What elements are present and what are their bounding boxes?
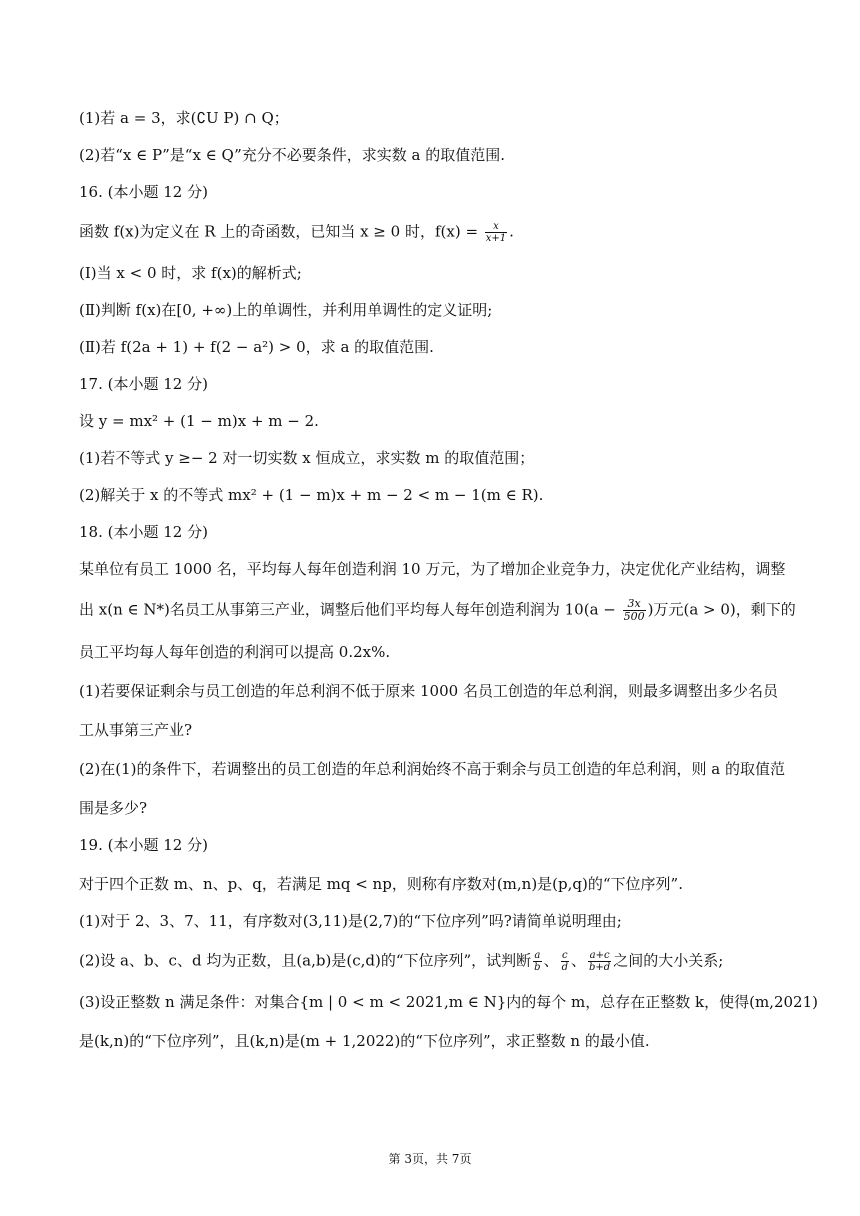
q16-frac-num: x (485, 221, 507, 233)
q17-part2: (2)解关于 x 的不等式 mx² + (1 − m)x + m − 2 < m − 1(m ∈ R). (79, 486, 544, 504)
q17-heading: 17. (本小题 12 分) (79, 375, 208, 393)
q19-part3-line1: (3)设正整数 n 满足条件：对集合{m | 0 < m < 2021,m ∈ N}内的每个 m，总存在正整数 k，使得(m,2021) (79, 993, 818, 1011)
document-body (79, 108, 818, 1051)
q16-part1: (Ⅰ)当 x < 0 时，求 f(x)的解析式; (79, 264, 302, 282)
q18-stem-line3: 员工平均每人每年创造的利润可以提高 0.2x%. (79, 643, 391, 661)
q19-part3-line2: 是(k,n)的“下位序列”，且(k,n)是(m + 1,2022)的“下位序列”，求正整数 n 的最小值. (79, 1032, 650, 1050)
q18-stem-line2-text: 出 x(n ∈ N*)名员工从事第三产业，调整后他们平均每人每年创造利润为 10(a − (79, 600, 621, 619)
q18-part1-line1: (1)若要保证剩余与员工创造的年总利润不低于原来 1000 名员工创造的年总利润，则最多调整出多少名员 (79, 682, 778, 700)
q17-part1: (1)若不等式 y ≥− 2 对一切实数 x 恒成立，求实数 m 的取值范围； (79, 449, 535, 467)
q17-stem: 设 y = mx² + (1 − m)x + m − 2. (79, 412, 319, 430)
q16-part2: (Ⅱ)判断 f(x)在[0, +∞)上的单调性，并利用单调性的定义证明; (79, 301, 493, 319)
q16-stem (79, 221, 784, 244)
q19-part2 (79, 950, 784, 973)
q19-part2-text: (2)设 a、b、c、d 均为正数，且(a,b)是(c,d)的“下位序列”，试判断 (79, 951, 532, 970)
q16-part3: (Ⅱ)若 f(2a + 1) + f(2 − a²) > 0，求 a 的取值范围. (79, 338, 434, 356)
q19-stem: 对于四个正数 m、n、p、q，若满足 mq < np，则称有序数对(m,n)是(p,q)的“下位序列”. (79, 875, 683, 893)
q18-frac-num: 3x (623, 598, 646, 611)
q16-fraction (485, 221, 507, 244)
q19-f3-num: a+c (589, 950, 610, 961)
q18-heading: 18. (本小题 12 分) (79, 523, 208, 541)
q18-fraction (623, 598, 646, 623)
q19-f1-den: b (534, 962, 541, 973)
q16-frac-den: x+1 (485, 233, 507, 244)
q19-fraction-a-b (533, 950, 541, 973)
q18-stem-line2-end: )万元(a > 0)，剩下的 (647, 600, 796, 619)
q19-f2-num: c (561, 950, 568, 961)
q15-part2: (2)若“x ∈ P”是“x ∈ Q”充分不必要条件，求实数 a 的取值范围. (79, 146, 506, 164)
q18-frac-den: 500 (623, 610, 645, 623)
q19-sep1: 、 (543, 951, 559, 970)
q19-f1-num: a (534, 950, 541, 961)
q19-fraction-sum (588, 950, 611, 973)
q15-part1: (1)若 a = 3，求(∁U P) ∩ Q； (79, 109, 289, 127)
q19-fraction-c-d (561, 950, 569, 973)
q16-stem-end: . (509, 222, 514, 241)
q18-part2-line2: 围是多少? (79, 799, 148, 817)
q16-stem-text: 函数 f(x)为定义在 R 上的奇函数，已知当 x ≥ 0 时，f(x) = (79, 222, 483, 241)
q19-f3-den: b+d (589, 962, 611, 973)
q18-part2-line1: (2)在(1)的条件下，若调整出的员工创造的年总利润始终不高于剩余与员工创造的年总利润，则 a 的取值范 (79, 760, 785, 778)
q19-part2-end: 之间的大小关系; (613, 951, 724, 970)
q18-stem-line1: 某单位有员工 1000 名，平均每人每年创造利润 10 万元，为了增加企业竞争力，决定优化产业结构，调整 (79, 560, 786, 578)
q16-heading: 16. (本小题 12 分) (79, 183, 208, 201)
q19-f2-den: d (561, 962, 568, 973)
q19-part1: (1)对于 2、3、7、11，有序数对(3,11)是(2,7)的“下位序列”吗?请简单说明理由; (79, 912, 622, 930)
q18-part1-line2: 工从事第三产业? (79, 721, 193, 739)
q18-stem-line2 (79, 597, 796, 623)
q19-heading: 19. (本小题 12 分) (79, 836, 208, 854)
page-footer: 第 3页，共 7页 (388, 1152, 472, 1166)
q19-sep2: 、 (571, 951, 587, 970)
